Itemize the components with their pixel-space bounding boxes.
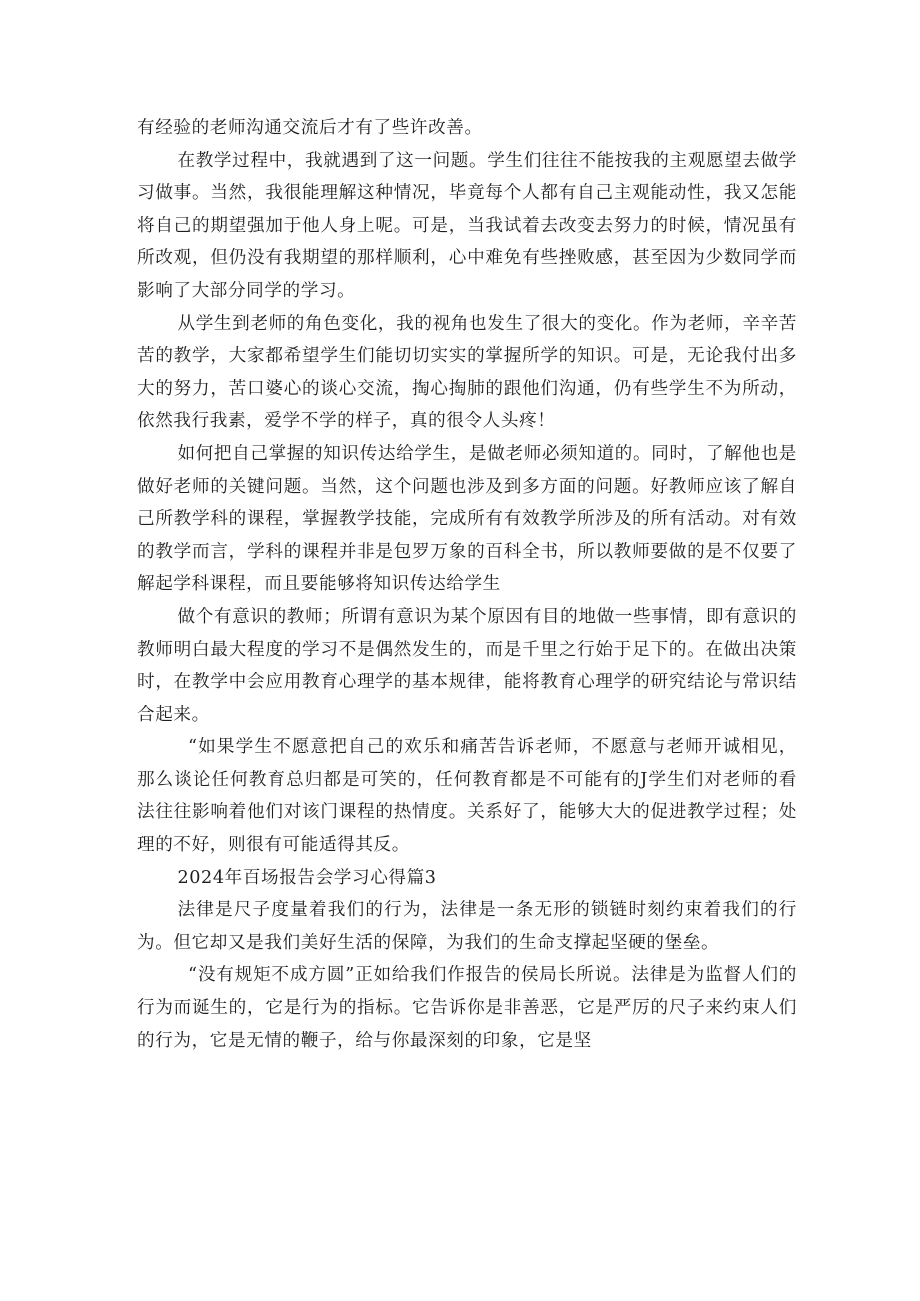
document-body: [137, 112, 797, 1057]
paragraph-quote: “如果学生不愿意把自己的欢乐和痛苦告诉老师，不愿意与老师开诚相见，那么谈论任何教育总归都是可笑的，任何教育都是不可能有的J学生们对老师的看法往往影响着他们对该门课程的热情度。关系好了，能够大大的促进教学过程；处理的不好，则很有可能适得其反。: [137, 737, 797, 856]
paragraph: 从学生到老师的角色变化，我的视角也发生了很大的变化。作为老师，辛辛苦苦的教学，大家都希望学生们能切切实实的掌握所学的知识。可是，无论我付出多大的努力，苦口婆心的谈心交流，掏心掏肺的跟他们沟通，仍有些学生不为所动，依然我行我素，爱学不学的样子，真的很令人头疼！: [137, 313, 797, 432]
paragraph-continuation: 有经验的老师沟通交流后才有了些许改善。: [137, 118, 483, 138]
paragraph-quote: “没有规矩不成方圆”正如给我们作报告的侯局长所说。法律是为监督人们的行为而诞生的，它是行为的指标。它告诉你是非善恶，它是严厉的尺子来约束人们的行为，它是无情的鞭子，给与你最深刻的印象，它是坚: [137, 965, 797, 1051]
paragraph: 法律是尺子度量着我们的行为，法律是一条无形的锁链时刻约束着我们的行为。但它却又是我们美好生活的保障，为我们的生命支撑起坚硬的堡垒。: [137, 900, 797, 953]
paragraph: 在教学过程中，我就遇到了这一问题。学生们往往不能按我的主观愿望去做学习做事。当然，我很能理解这种情况，毕竟每个人都有自己主观能动性，我又怎能将自己的期望强加于他人身上呢。可是，当我试着去改变去努力的时候，情况虽有所改观，但仍没有我期望的那样顺利，心中难免有些挫败感，甚至因为少数同学而影响了大部分同学的学习。: [137, 150, 797, 301]
paragraph: 如何把自己掌握的知识传达给学生，是做老师必须知道的。同时，了解他也是做好老师的关键问题。当然，这个问题也涉及到多方面的问题。好教师应该了解自己所教学科的课程，掌握教学技能，完成所有有效教学所涉及的所有活动。对有效的教学而言，学科的课程并非是包罗万象的百科全书，所以教师要做的是不仅要了解起学科课程，而且要能够将知识传达给学生: [137, 443, 797, 595]
section-heading: 2024年百场报告会学习心得篇3: [177, 867, 437, 888]
paragraph: 做个有意识的教师；所谓有意识为某个原因有目的地做一些事情，即有意识的教师明白最大程度的学习不是偶然发生的，而是千里之行始于足下的。在做出决策时，在教学中会应用教育心理学的基本规律，能将教育心理学的研究结论与常识结合起来。: [137, 606, 797, 725]
